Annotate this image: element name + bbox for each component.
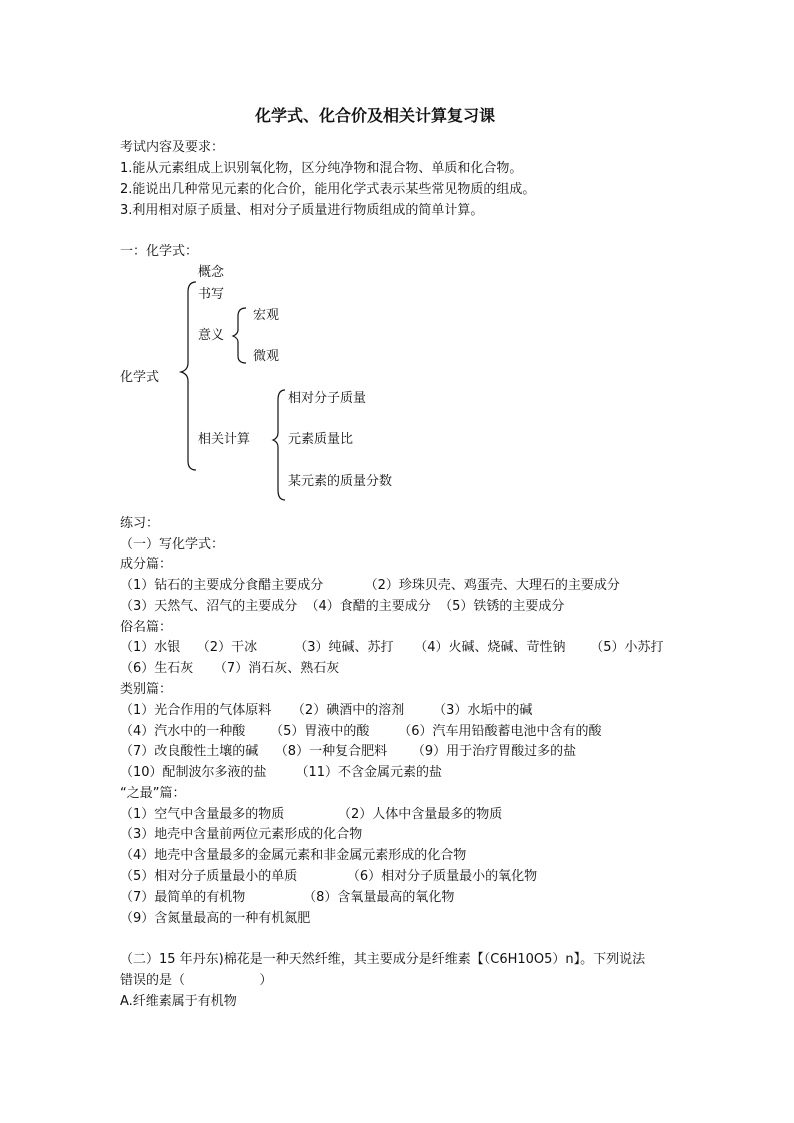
list-item: （9）含氮量最高的一种有机氮肥 — [120, 911, 311, 926]
practice-heading: 练习： — [120, 516, 160, 531]
calc-item-1: 相对分子质量 — [288, 391, 367, 406]
concept-node-meaning: 意义 — [198, 328, 225, 343]
calc-item-2: 元素质量比 — [288, 432, 354, 447]
question-2-line-1: （二）15 年丹东)棉花是一种天然纤维，其主要成分是纤维素【（C6H10O5）n】。下列说法 — [120, 952, 646, 967]
list-item: （7）最简单的有机物 （8）含氧量最高的氧化物 — [120, 890, 455, 905]
list-item: （5）相对分子质量最小的单质 （6）相对分子质量最小的氧化物 — [120, 869, 538, 884]
concept-node-writing: 书写 — [198, 287, 225, 302]
question-2-line-2: 错误的是（ ） — [120, 973, 273, 988]
category-composition: 成分篇： — [120, 557, 173, 572]
concept-node-calc: 相关计算 — [198, 432, 251, 447]
category-types: 类别篇： — [120, 682, 173, 697]
requirement-item-2: 2.能说出几种常见元素的化合价，能用化学式表示某些常见物质的组成。 — [120, 182, 536, 197]
page-title: 化学式、化合价及相关计算复习课 — [255, 106, 496, 125]
list-item: （1）光合作用的气体原料 （2）碘酒中的溶剂 （3）水垢中的碱 — [120, 703, 533, 718]
practice-sub1: （一）写化学式： — [120, 537, 225, 552]
category-common-names: 俗名篇： — [120, 620, 173, 635]
requirements-heading: 考试内容及要求： — [120, 140, 225, 155]
category-superlatives: “之最”篇： — [120, 786, 186, 801]
calc-item-3: 某元素的质量分数 — [288, 474, 393, 489]
list-item: （7）改良酸性土壤的碱 （8）一种复合肥料 （9）用于治疗胃酸过多的盐 — [120, 744, 577, 759]
list-item: （1）钻石的主要成分食醋主要成分 （2）珍珠贝壳、鸡蛋壳、大理石的主要成分 — [120, 578, 620, 593]
concept-node-micro: 微观 — [253, 349, 280, 364]
list-item: （1）水银 （2）干冰 （3）纯碱、苏打 （4）火碱、烧碱、苛性钠 （5）小苏打 — [120, 640, 664, 655]
question-2-option-a: A.纤维素属于有机物 — [120, 994, 237, 1009]
list-item: （4）汽水中的一种酸 （5）胃液中的酸 （6）汽车用铅酸蓄电池中含有的酸 — [120, 724, 602, 739]
list-item: （6）生石灰 （7）消石灰、熟石灰 — [120, 661, 340, 676]
list-item: （3）天然气、沼气的主要成分 （4）食醋的主要成分 （5）铁锈的主要成分 — [120, 599, 565, 614]
requirement-item-3: 3.利用相对原子质量、相对分子质量进行物质组成的简单计算。 — [120, 203, 484, 218]
concept-node-macro: 宏观 — [253, 308, 280, 323]
list-item: （10）配制波尔多液的盐 （11）不含金属元素的盐 — [120, 765, 443, 780]
requirement-item-1: 1.能从元素组成上识别氧化物，区分纯净物和混合物、单质和化合物。 — [120, 161, 523, 176]
concept-node-concept: 概念 — [198, 265, 225, 280]
list-item: （1）空气中含量最多的物质 （2）人体中含量最多的物质 — [120, 807, 503, 822]
list-item: （4）地壳中含量最多的金属元素和非金属元素形成的化合物 — [120, 848, 467, 863]
list-item: （3）地壳中含量前两位元素形成的化合物 — [120, 827, 363, 842]
concept-map-root: 化学式 — [120, 370, 160, 385]
section1-heading: 一：化学式： — [120, 244, 199, 259]
